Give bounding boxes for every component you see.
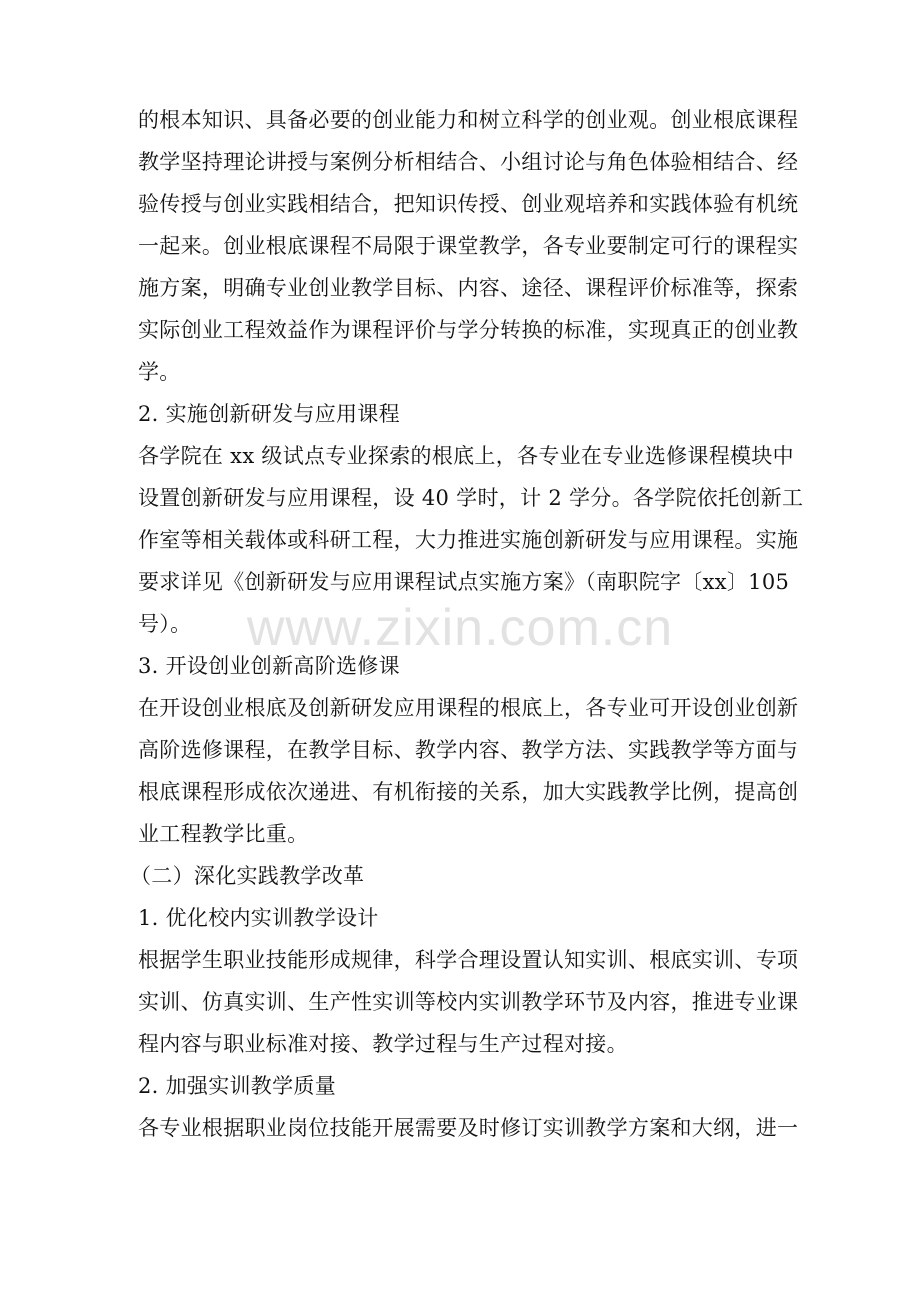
section-heading: 2. 实施创新研发与应用课程 xyxy=(138,402,400,426)
chapter-heading: （二）深化实践教学改革 xyxy=(130,864,365,888)
section-heading: 3. 开设创业创新高阶选修课 xyxy=(138,654,400,678)
body-text-line: 设置创新研发与应用课程，设 40 学时，计 2 学分。各学院依托创新工 xyxy=(138,486,804,510)
body-text-line: 各专业根据职业岗位技能开展需要及时修订实训教学方案和大纲，进一 xyxy=(138,1116,799,1140)
body-text-line: 作室等相关载体或科研工程，大力推进实施创新研发与应用课程。实施 xyxy=(138,528,799,552)
section-heading: 2. 加强实训教学质量 xyxy=(138,1074,337,1098)
body-text-line: 根底课程形成依次递进、有机衔接的关系，加大实践教学比例，提高创 xyxy=(138,780,799,804)
body-text-line: 的根本知识、具备必要的创业能力和树立科学的创业观。创业根底课程 xyxy=(138,108,799,132)
body-text-line: 根据学生职业技能形成规律，科学合理设置认知实训、根底实训、专项 xyxy=(138,948,799,972)
body-text-line: 一起来。创业根底课程不局限于课堂教学，各专业要制定可行的课程实 xyxy=(138,234,799,258)
body-text-line: 验传授与创业实践相结合，把知识传授、创业观培养和实践体验有机统 xyxy=(138,192,799,216)
body-text-line: 在开设创业根底及创新研发应用课程的根底上，各专业可开设创业创新 xyxy=(138,696,799,720)
watermark: www.zixin.com.cn xyxy=(246,599,674,657)
body-text-line: 业工程教学比重。 xyxy=(138,822,309,846)
body-text-line: 实训、仿真实训、生产性实训等校内实训教学环节及内容，推进专业课 xyxy=(138,990,799,1014)
section-heading: 1. 优化校内实训教学设计 xyxy=(138,906,379,930)
body-text-line: 实际创业工程效益作为课程评价与学分转换的标准，实现真正的创业教 xyxy=(138,318,799,342)
body-text-line: 各学院在 xx 级试点专业探索的根底上，各专业在专业选修课程模块中 xyxy=(138,444,794,468)
body-text-line: 号）。 xyxy=(138,612,192,636)
body-text-line: 施方案，明确专业创业教学目标、内容、途径、课程评价标准等，探索 xyxy=(138,276,799,300)
body-text-line: 学。 xyxy=(138,360,181,384)
body-text-line: 要求详见《创新研发与应用课程试点实施方案》（南职院字〔xx〕105 xyxy=(138,570,790,594)
body-text-line: 程内容与职业标准对接、教学过程与生产过程对接。 xyxy=(138,1032,628,1056)
body-text-line: 教学坚持理论讲授与案例分析相结合、小组讨论与角色体验相结合、经 xyxy=(138,150,799,174)
body-text-line: 高阶选修课程，在教学目标、教学内容、教学方法、实践教学等方面与 xyxy=(138,738,799,762)
